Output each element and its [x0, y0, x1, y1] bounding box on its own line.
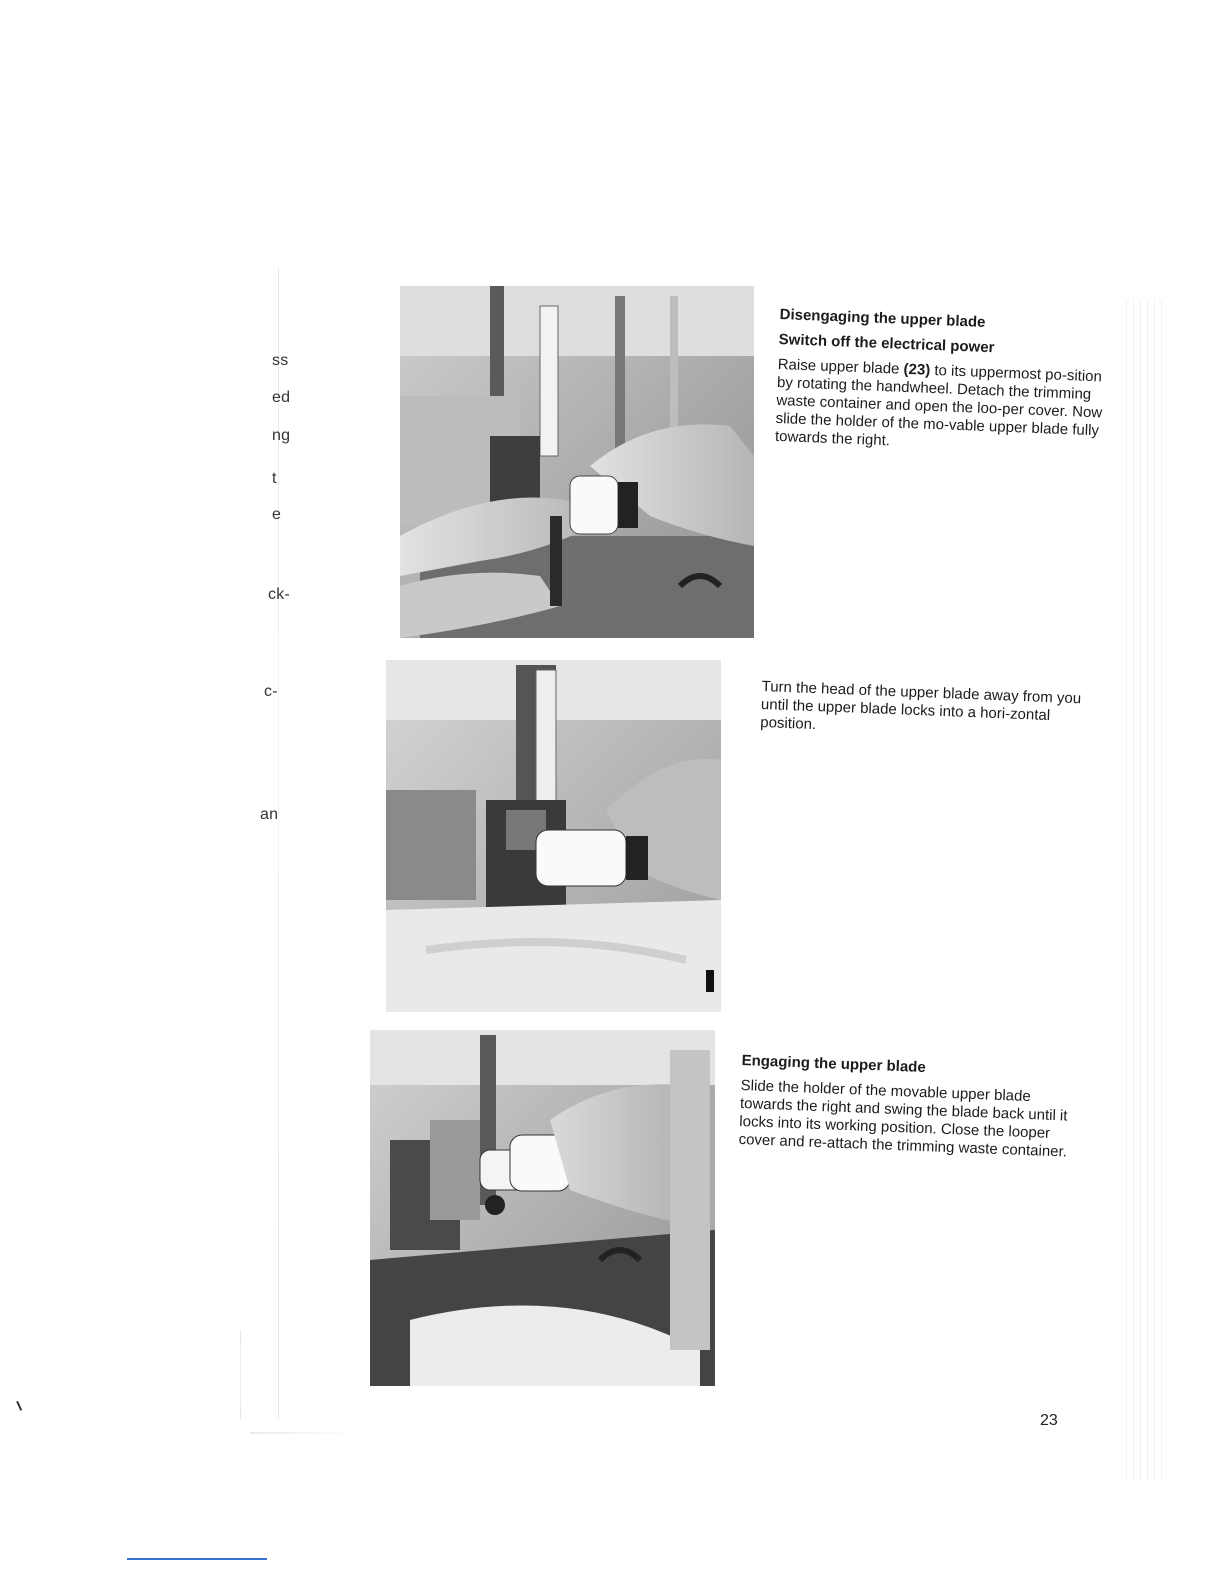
photo-engaging-blade-image — [370, 1030, 715, 1386]
facing-page-fragment: ed — [272, 389, 291, 406]
photo-turning-blade-head-image — [386, 660, 721, 1012]
section-heading: Engaging the upper blade — [741, 1052, 927, 1077]
facing-page-fragment: ng — [272, 427, 291, 444]
facing-page-fragment: c- — [264, 683, 278, 700]
page-edge-shadow — [1120, 300, 1166, 1480]
facing-page-fragment: ss — [272, 352, 289, 369]
gutter-line-lower — [240, 1330, 241, 1420]
photo-turning-blade-head — [386, 660, 721, 1012]
facing-page-fragment: e — [272, 506, 282, 523]
scan-smudge — [250, 1432, 360, 1434]
instruction-paragraph — [775, 356, 1108, 459]
warning-heading: Switch off the electrical power — [778, 330, 995, 357]
section-turning — [760, 678, 1094, 745]
photo-engaging-blade — [370, 1030, 715, 1386]
section-heading: Disengaging the upper blade — [779, 306, 986, 331]
photo-disengaging-blade — [400, 286, 754, 638]
scan-mark — [16, 1399, 26, 1411]
facing-page-fragment: t — [272, 470, 277, 487]
instruction-paragraph: Slide the holder of the movable upper blade towards the right and swing the blade back until it locks into its working position. Close the looper cover and re-attach the trimming waste container. — [738, 1076, 1068, 1161]
bottom-rule — [127, 1558, 267, 1560]
page-number: 23 — [1040, 1412, 1058, 1429]
instruction-text: to its uppermost po-sition by rotating the handwheel. Detach the trimming waste container and open the loo-per cover. Now slide the holder of the mo-vable upper blade fully towards the right. — [774, 361, 1103, 450]
instruction-text: Raise upper blade — [777, 355, 904, 378]
section-disengaging — [775, 306, 1110, 459]
part-reference: (23) — [903, 360, 931, 379]
facing-page-fragment: ck- — [268, 586, 290, 603]
facing-page-fragment: an — [260, 806, 279, 823]
section-engaging — [738, 1052, 1073, 1162]
photo-disengaging-blade-image — [400, 286, 754, 638]
instruction-paragraph: Turn the head of the upper blade away from you until the upper blade locks into a hori-zontal position. — [759, 678, 1082, 734]
